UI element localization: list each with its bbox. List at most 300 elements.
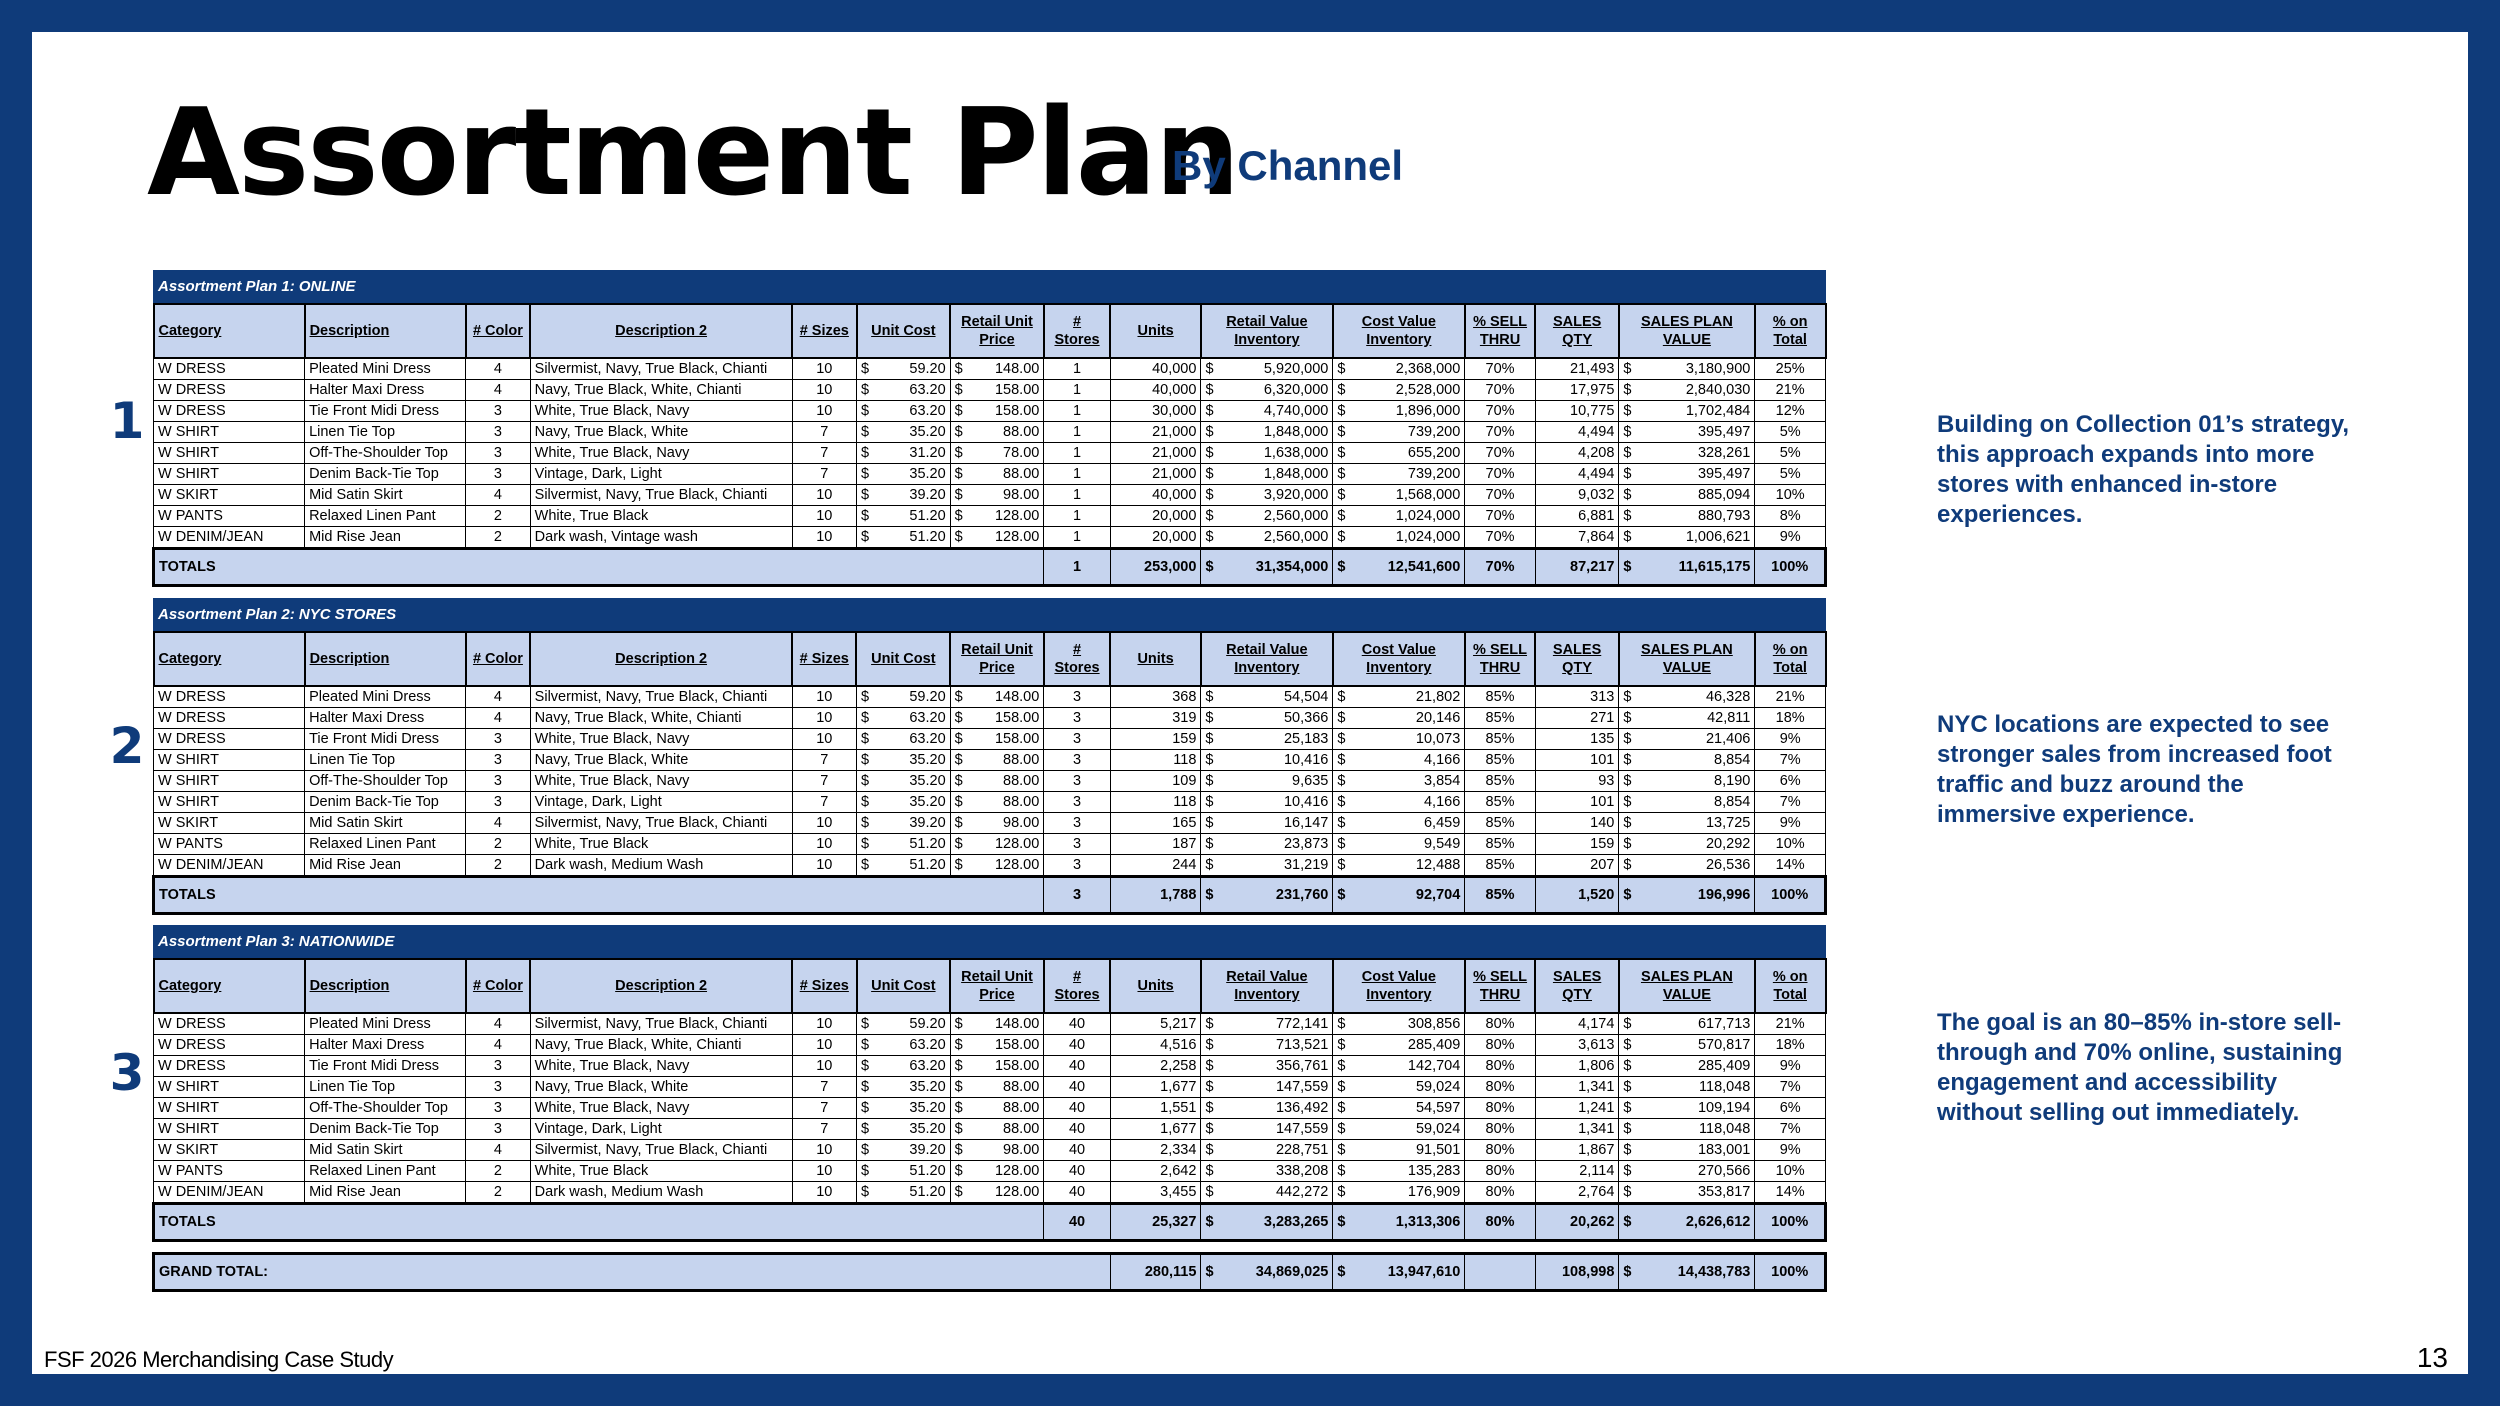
currency-symbol: $ <box>954 1142 963 1158</box>
cell-description: Mid Satin Skirt <box>305 485 466 506</box>
cell-pct-on-total: 7% <box>1755 750 1826 771</box>
totals-retail-value <box>1201 549 1333 586</box>
cell-sales-plan-value-value: 353,817 <box>1697 1184 1751 1200</box>
column-header-sell-thru: % SELL THRU <box>1465 304 1536 358</box>
totals-stores: 1 <box>1044 549 1110 586</box>
cell-description-2: Vintage, Dark, Light <box>530 464 792 485</box>
currency-symbol: $ <box>1205 752 1214 768</box>
cell-retail-unit-price <box>950 485 1044 506</box>
cell-description-2: Silvermist, Navy, True Black, Chianti <box>530 358 792 380</box>
grand-total-table <box>152 1252 1827 1292</box>
cell-retail-value-inventory <box>1201 1119 1333 1140</box>
currency-symbol: $ <box>861 1079 870 1095</box>
column-header-category: Category <box>154 632 305 686</box>
cell-retail-value-inventory <box>1201 792 1333 813</box>
currency-symbol: $ <box>954 1037 963 1053</box>
cell-description-2: White, True Black <box>530 1161 792 1182</box>
cell-units: 40,000 <box>1110 485 1201 506</box>
cell-pct-on-total: 21% <box>1755 1013 1826 1035</box>
cell-sell-thru: 80% <box>1465 1035 1536 1056</box>
cell-retail-unit-price <box>950 527 1044 549</box>
cell-units: 187 <box>1110 834 1201 855</box>
cell-color-count: 2 <box>466 1161 530 1182</box>
currency-symbol: $ <box>860 710 870 726</box>
cell-sales-plan-value <box>1619 686 1755 708</box>
totals-sales-plan-value: 2,626,612 <box>1685 1214 1751 1230</box>
cell-retail-value-inventory-value: 338,208 <box>1275 1163 1329 1179</box>
cell-retail-value-inventory-value: 1,848,000 <box>1263 466 1329 482</box>
totals-units: 1,788 <box>1110 877 1201 914</box>
cell-unit-cost <box>856 771 950 792</box>
cell-store-count: 1 <box>1044 506 1110 527</box>
currency-symbol: $ <box>1205 361 1214 377</box>
column-header-pct-on-total: % on Total <box>1755 632 1826 686</box>
currency-symbol: $ <box>1623 836 1632 852</box>
cell-description: Linen Tie Top <box>305 750 466 771</box>
totals-sales-qty: 87,217 <box>1535 549 1619 586</box>
table-row <box>154 729 1826 750</box>
cell-description-2: Silvermist, Navy, True Black, Chianti <box>530 813 792 834</box>
column-header-row <box>154 959 1826 1013</box>
cell-cost-value-inventory <box>1333 1098 1465 1119</box>
column-header-cost-value-inventory: Cost Value Inventory <box>1333 304 1465 358</box>
cell-description-2: White, True Black, Navy <box>530 401 792 422</box>
cell-retail-value-inventory-value: 54,504 <box>1283 689 1329 705</box>
cell-description: Pleated Mini Dress <box>305 1013 466 1035</box>
currency-symbol: $ <box>1205 466 1214 482</box>
cell-retail-value-inventory <box>1201 1161 1333 1182</box>
currency-symbol: $ <box>954 361 963 377</box>
cell-store-count: 40 <box>1044 1140 1110 1161</box>
cell-size-count: 10 <box>792 729 856 750</box>
cell-unit-cost-value: 35.20 <box>909 1121 946 1137</box>
cell-store-count: 1 <box>1044 380 1110 401</box>
cell-cost-value-inventory-value: 176,909 <box>1407 1184 1461 1200</box>
cell-sales-qty: 135 <box>1535 729 1619 750</box>
cell-units: 20,000 <box>1110 506 1201 527</box>
table-row <box>154 1077 1826 1098</box>
cell-unit-cost <box>857 443 951 464</box>
cell-units: 1,677 <box>1110 1077 1201 1098</box>
cell-cost-value-inventory <box>1333 1182 1465 1204</box>
cell-description: Off-The-Shoulder Top <box>305 771 466 792</box>
column-header-store-count: # Stores <box>1044 304 1110 358</box>
cell-cost-value-inventory-value: 59,024 <box>1415 1079 1461 1095</box>
cell-retail-value-inventory <box>1201 358 1333 380</box>
cell-description: Halter Maxi Dress <box>305 380 466 401</box>
cell-sales-qty: 271 <box>1535 708 1619 729</box>
currency-symbol: $ <box>1623 466 1632 482</box>
currency-symbol: $ <box>1623 710 1632 726</box>
cell-retail-unit-price-value: 88.00 <box>1003 794 1040 810</box>
cell-retail-value-inventory <box>1201 1013 1333 1035</box>
cell-description: Pleated Mini Dress <box>305 358 466 380</box>
column-header-color-count: # Color <box>466 632 530 686</box>
cell-retail-unit-price-value: 148.00 <box>994 689 1040 705</box>
cell-category: W SHIRT <box>154 443 305 464</box>
currency-symbol: $ <box>861 403 870 419</box>
assortment-plan-nyc-stores <box>152 598 1827 915</box>
cell-unit-cost-value: 35.20 <box>909 773 946 789</box>
cell-color-count: 3 <box>466 1056 530 1077</box>
currency-symbol: $ <box>1337 710 1346 726</box>
currency-symbol: $ <box>1205 445 1214 461</box>
cell-unit-cost-value: 35.20 <box>909 424 946 440</box>
cell-retail-value-inventory-value: 136,492 <box>1275 1100 1329 1116</box>
cell-sell-thru: 70% <box>1465 380 1536 401</box>
cell-retail-unit-price-value: 128.00 <box>994 836 1040 852</box>
assortment-plan-online <box>152 270 1827 587</box>
column-header-cost-value-inventory: Cost Value Inventory <box>1333 632 1465 686</box>
currency-symbol: $ <box>861 466 870 482</box>
currency-symbol: $ <box>954 1079 963 1095</box>
cell-cost-value-inventory <box>1333 686 1465 708</box>
section-number-3: 3 <box>109 1044 145 1102</box>
cell-description-2: Navy, True Black, White <box>530 422 792 443</box>
cell-cost-value-inventory-value: 4,166 <box>1423 794 1461 810</box>
cell-sales-plan-value <box>1619 1035 1755 1056</box>
cell-sales-plan-value <box>1619 855 1755 877</box>
cell-cost-value-inventory-value: 308,856 <box>1407 1016 1461 1032</box>
column-header-row <box>154 632 1826 686</box>
cell-retail-unit-price-value: 88.00 <box>1003 424 1040 440</box>
cell-unit-cost <box>857 1098 951 1119</box>
cell-store-count: 3 <box>1044 750 1110 771</box>
grand-total-sales-qty: 108,998 <box>1535 1254 1619 1291</box>
cell-cost-value-inventory-value: 655,200 <box>1407 445 1461 461</box>
cell-size-count: 10 <box>792 506 856 527</box>
cell-sales-plan-value <box>1619 1077 1755 1098</box>
cell-units: 40,000 <box>1110 358 1201 380</box>
cell-category: W SHIRT <box>154 792 305 813</box>
cell-cost-value-inventory <box>1333 422 1465 443</box>
cell-retail-unit-price-value: 128.00 <box>994 1184 1040 1200</box>
cell-category: W PANTS <box>154 1161 305 1182</box>
cell-retail-unit-price-value: 158.00 <box>994 1058 1040 1074</box>
cell-sales-qty: 4,174 <box>1535 1013 1619 1035</box>
totals-sell-thru: 85% <box>1465 877 1536 914</box>
cell-store-count: 3 <box>1044 855 1110 877</box>
cell-sales-plan-value-value: 1,702,484 <box>1685 403 1751 419</box>
cell-sell-thru: 80% <box>1465 1013 1536 1035</box>
currency-symbol: $ <box>1337 815 1346 831</box>
cell-description: Mid Satin Skirt <box>305 1140 466 1161</box>
cell-color-count: 3 <box>466 1098 530 1119</box>
cell-retail-value-inventory <box>1201 506 1333 527</box>
currency-symbol: $ <box>861 424 870 440</box>
totals-row <box>154 549 1826 586</box>
cell-sell-thru: 80% <box>1465 1119 1536 1140</box>
cell-units: 118 <box>1110 750 1201 771</box>
cell-category: W DRESS <box>154 358 305 380</box>
currency-symbol: $ <box>1205 1264 1214 1280</box>
cell-sell-thru: 70% <box>1465 401 1536 422</box>
currency-symbol: $ <box>1337 836 1346 852</box>
column-header-row <box>154 304 1826 358</box>
cell-sales-qty: 1,341 <box>1535 1077 1619 1098</box>
currency-symbol: $ <box>954 445 963 461</box>
cell-retail-value-inventory-value: 23,873 <box>1283 836 1329 852</box>
cell-sales-plan-value <box>1619 380 1755 401</box>
cell-sales-plan-value <box>1619 1182 1755 1204</box>
column-header-sales-qty: SALES QTY <box>1535 632 1619 686</box>
slide <box>32 32 2468 1374</box>
currency-symbol: $ <box>861 508 870 524</box>
currency-symbol: $ <box>861 487 870 503</box>
cell-pct-on-total: 6% <box>1755 771 1826 792</box>
table-row <box>154 686 1826 708</box>
cell-retail-value-inventory-value: 4,740,000 <box>1263 403 1329 419</box>
cell-sales-plan-value <box>1619 527 1755 549</box>
currency-symbol: $ <box>860 815 870 831</box>
cell-unit-cost-value: 63.20 <box>909 1058 946 1074</box>
cell-description-2: Dark wash, Medium Wash <box>530 855 792 877</box>
currency-symbol: $ <box>1623 1079 1632 1095</box>
table-row <box>154 1182 1826 1204</box>
cell-size-count: 10 <box>792 1013 856 1035</box>
cell-sales-qty: 1,241 <box>1535 1098 1619 1119</box>
cell-retail-unit-price-value: 98.00 <box>1003 815 1040 831</box>
table-row <box>154 771 1826 792</box>
cell-unit-cost-value: 35.20 <box>909 1100 946 1116</box>
currency-symbol: $ <box>1205 887 1214 903</box>
currency-symbol: $ <box>1337 1264 1346 1280</box>
cell-sales-plan-value <box>1619 358 1755 380</box>
cell-category: W DRESS <box>154 1035 305 1056</box>
cell-unit-cost <box>856 708 950 729</box>
cell-category: W DRESS <box>154 1013 305 1035</box>
currency-symbol: $ <box>1337 1142 1346 1158</box>
cell-category: W PANTS <box>154 506 305 527</box>
cell-cost-value-inventory-value: 4,166 <box>1423 752 1461 768</box>
cell-sales-qty: 21,493 <box>1535 358 1619 380</box>
cell-units: 4,516 <box>1110 1035 1201 1056</box>
cell-color-count: 3 <box>466 729 530 750</box>
currency-symbol: $ <box>1337 752 1346 768</box>
currency-symbol: $ <box>954 773 963 789</box>
cell-color-count: 2 <box>466 506 530 527</box>
cell-description-2: Silvermist, Navy, True Black, Chianti <box>530 485 792 506</box>
cell-retail-unit-price <box>950 771 1044 792</box>
currency-symbol: $ <box>1623 1058 1632 1074</box>
table-row <box>154 1140 1826 1161</box>
currency-symbol: $ <box>861 1184 870 1200</box>
currency-symbol: $ <box>1623 361 1632 377</box>
cell-pct-on-total: 9% <box>1755 1140 1826 1161</box>
cell-color-count: 4 <box>466 813 530 834</box>
currency-symbol: $ <box>1205 1079 1214 1095</box>
cell-description-2: White, True Black, Navy <box>530 729 792 750</box>
cell-retail-value-inventory-value: 2,560,000 <box>1263 508 1329 524</box>
table-row <box>154 1119 1826 1140</box>
cell-unit-cost <box>857 1035 951 1056</box>
cell-category: W DENIM/JEAN <box>154 855 305 877</box>
column-header-sell-thru: % SELL THRU <box>1465 632 1536 686</box>
cell-color-count: 4 <box>466 380 530 401</box>
cell-sales-plan-value <box>1619 750 1755 771</box>
grand-total-pct: 100% <box>1755 1254 1826 1291</box>
cell-unit-cost-value: 59.20 <box>909 689 946 705</box>
column-header-retail-value-inventory: Retail Value Inventory <box>1201 632 1333 686</box>
cell-unit-cost-value: 35.20 <box>909 466 946 482</box>
currency-symbol: $ <box>1623 403 1632 419</box>
column-header-description: Description <box>305 959 466 1013</box>
cell-cost-value-inventory-value: 6,459 <box>1423 815 1461 831</box>
column-header-retail-value-inventory: Retail Value Inventory <box>1201 959 1333 1013</box>
cell-size-count: 10 <box>792 358 856 380</box>
cell-unit-cost-value: 39.20 <box>909 487 946 503</box>
cell-sales-plan-value <box>1619 792 1755 813</box>
cell-cost-value-inventory-value: 285,409 <box>1407 1037 1461 1053</box>
cell-description: Pleated Mini Dress <box>305 686 466 708</box>
assortment-table <box>152 270 1827 587</box>
currency-symbol: $ <box>1337 424 1346 440</box>
cell-sell-thru: 80% <box>1465 1182 1536 1204</box>
cell-retail-unit-price-value: 88.00 <box>1003 752 1040 768</box>
cell-description: Relaxed Linen Pant <box>305 506 466 527</box>
cell-size-count: 10 <box>792 1056 856 1077</box>
totals-cost-value-value: 1,313,306 <box>1395 1214 1461 1230</box>
cell-unit-cost <box>857 1077 951 1098</box>
cell-cost-value-inventory <box>1333 401 1465 422</box>
cell-size-count: 10 <box>792 1161 856 1182</box>
cell-color-count: 3 <box>466 464 530 485</box>
cell-description-2: White, True Black, Navy <box>530 1056 792 1077</box>
cell-sales-qty: 1,341 <box>1535 1119 1619 1140</box>
cell-category: W DRESS <box>154 1056 305 1077</box>
cell-sales-qty: 93 <box>1535 771 1619 792</box>
cell-retail-unit-price-value: 158.00 <box>994 403 1040 419</box>
table-row <box>154 380 1826 401</box>
grand-total-units: 280,115 <box>1110 1254 1201 1291</box>
column-header-size-count: # Sizes <box>792 959 856 1013</box>
cell-sales-plan-value <box>1619 1056 1755 1077</box>
cell-category: W SHIRT <box>154 1077 305 1098</box>
cell-cost-value-inventory <box>1333 1056 1465 1077</box>
column-header-units: Units <box>1110 304 1201 358</box>
grand-total-blank <box>1465 1254 1536 1291</box>
column-header-unit-cost: Unit Cost <box>857 959 951 1013</box>
column-header-description: Description <box>305 304 466 358</box>
currency-symbol: $ <box>861 1016 870 1032</box>
currency-symbol: $ <box>1623 1163 1632 1179</box>
column-header-sales-plan-value: SALES PLAN VALUE <box>1619 632 1755 686</box>
cell-category: W SHIRT <box>154 464 305 485</box>
column-header-description-2: Description 2 <box>530 304 792 358</box>
cell-description-2: Silvermist, Navy, True Black, Chianti <box>530 1013 792 1035</box>
table-row <box>154 527 1826 549</box>
cell-category: W SHIRT <box>154 1098 305 1119</box>
currency-symbol: $ <box>1205 559 1214 575</box>
cell-color-count: 4 <box>466 686 530 708</box>
column-header-retail-unit-price: Retail Unit Price <box>950 959 1044 1013</box>
plan-title-blank <box>792 926 1825 960</box>
cell-size-count: 10 <box>792 855 856 877</box>
totals-cost-value-value: 92,704 <box>1415 887 1461 903</box>
cell-size-count: 7 <box>792 443 856 464</box>
currency-symbol: $ <box>1337 857 1346 873</box>
cell-pct-on-total: 14% <box>1755 1182 1826 1204</box>
currency-symbol: $ <box>1205 1184 1214 1200</box>
cell-sell-thru: 85% <box>1465 813 1536 834</box>
cell-cost-value-inventory-value: 2,368,000 <box>1395 361 1461 377</box>
cell-retail-unit-price <box>950 422 1044 443</box>
cell-retail-value-inventory-value: 228,751 <box>1275 1142 1329 1158</box>
cell-pct-on-total: 9% <box>1755 527 1826 549</box>
column-header-description-2: Description 2 <box>530 959 792 1013</box>
page-subtitle: By Channel <box>1172 142 1404 189</box>
cell-unit-cost <box>857 464 951 485</box>
cell-units: 40,000 <box>1110 380 1201 401</box>
currency-symbol: $ <box>1205 424 1214 440</box>
cell-color-count: 2 <box>466 855 530 877</box>
cell-sales-qty: 140 <box>1535 813 1619 834</box>
cell-unit-cost-value: 63.20 <box>909 710 946 726</box>
cell-unit-cost-value: 63.20 <box>909 731 946 747</box>
currency-symbol: $ <box>1623 487 1632 503</box>
cell-store-count: 40 <box>1044 1056 1110 1077</box>
table-row <box>154 792 1826 813</box>
cell-unit-cost-value: 51.20 <box>909 529 946 545</box>
cell-cost-value-inventory <box>1333 813 1465 834</box>
currency-symbol: $ <box>1205 773 1214 789</box>
currency-symbol: $ <box>1205 382 1214 398</box>
cell-units: 319 <box>1110 708 1201 729</box>
cell-units: 20,000 <box>1110 527 1201 549</box>
cell-cost-value-inventory-value: 12,488 <box>1415 857 1461 873</box>
cell-store-count: 40 <box>1044 1161 1110 1182</box>
grand-total-cost-value-value: 13,947,610 <box>1387 1264 1461 1280</box>
cell-sales-plan-value-value: 395,497 <box>1697 466 1751 482</box>
cell-sales-plan-value <box>1619 464 1755 485</box>
cell-pct-on-total: 21% <box>1755 686 1826 708</box>
column-header-category: Category <box>154 304 305 358</box>
currency-symbol: $ <box>954 1016 963 1032</box>
cell-cost-value-inventory <box>1333 443 1465 464</box>
cell-unit-cost-value: 63.20 <box>909 1037 946 1053</box>
cell-retail-value-inventory-value: 31,219 <box>1283 857 1329 873</box>
currency-symbol: $ <box>861 1058 870 1074</box>
cell-cost-value-inventory-value: 2,528,000 <box>1395 382 1461 398</box>
cell-description: Off-The-Shoulder Top <box>305 443 466 464</box>
column-header-cost-value-inventory: Cost Value Inventory <box>1333 959 1465 1013</box>
cell-color-count: 3 <box>466 771 530 792</box>
currency-symbol: $ <box>1205 731 1214 747</box>
cell-sales-plan-value-value: 8,854 <box>1714 752 1751 768</box>
cell-pct-on-total: 10% <box>1755 1161 1826 1182</box>
cell-cost-value-inventory <box>1333 1035 1465 1056</box>
cell-cost-value-inventory-value: 3,854 <box>1423 773 1461 789</box>
column-header-store-count: # Stores <box>1044 959 1110 1013</box>
cell-pct-on-total: 12% <box>1755 401 1826 422</box>
cell-color-count: 3 <box>466 1077 530 1098</box>
cell-description: Halter Maxi Dress <box>305 1035 466 1056</box>
cell-units: 5,217 <box>1110 1013 1201 1035</box>
cell-sales-plan-value <box>1619 834 1755 855</box>
column-header-color-count: # Color <box>466 304 530 358</box>
cell-store-count: 3 <box>1044 686 1110 708</box>
currency-symbol: $ <box>861 1100 870 1116</box>
currency-symbol: $ <box>954 836 963 852</box>
totals-label: TOTALS <box>154 877 1044 914</box>
currency-symbol: $ <box>1623 382 1632 398</box>
cell-sales-plan-value <box>1619 506 1755 527</box>
cell-retail-unit-price-value: 88.00 <box>1003 773 1040 789</box>
cell-size-count: 10 <box>792 1140 856 1161</box>
currency-symbol: $ <box>1337 1184 1346 1200</box>
cell-category: W SHIRT <box>154 750 305 771</box>
cell-store-count: 40 <box>1044 1119 1110 1140</box>
